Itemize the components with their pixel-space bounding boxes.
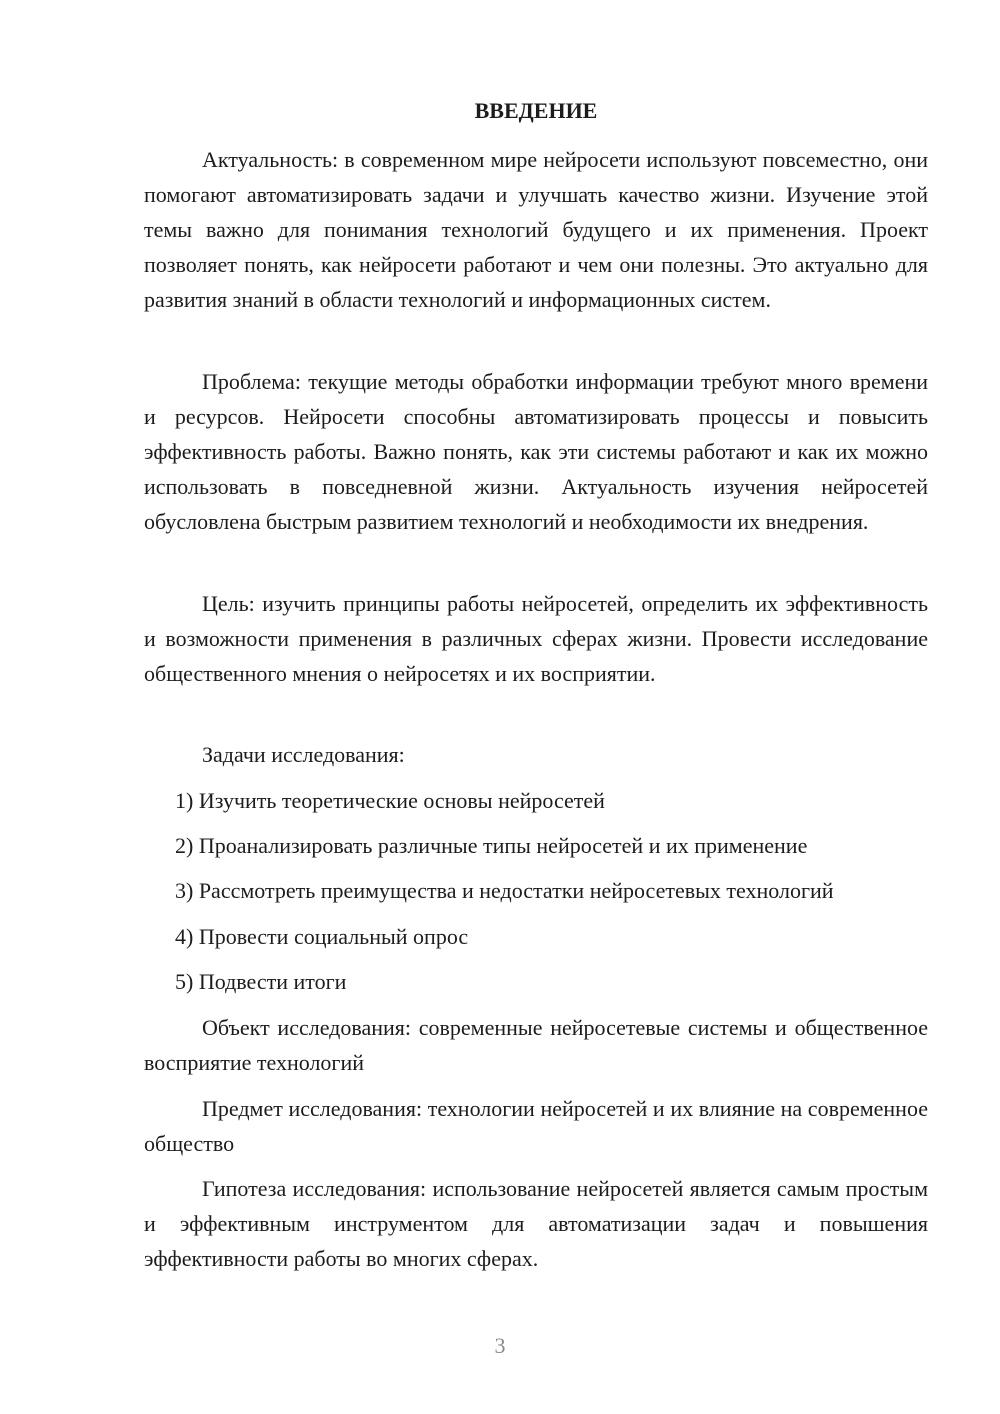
object-paragraph: Объект исследования: современные нейросетевые системы и общественное восприятие технологий bbox=[144, 1015, 928, 1075]
subject-paragraph: Предмет исследования: технологии нейросетей и их влияние на современное общество bbox=[144, 1096, 928, 1156]
task-item-3 bbox=[144, 873, 928, 908]
task-item-2 bbox=[144, 828, 928, 863]
list-item: 4) Провести социальный опрос bbox=[175, 924, 469, 949]
tasks-title-section bbox=[144, 737, 928, 772]
relevance-section bbox=[144, 142, 928, 317]
object-section bbox=[144, 1010, 928, 1080]
hypothesis-paragraph: Гипотеза исследования: использование нейросетей является самым простым и эффективным инструментом для автоматизации задач и повышения эффективности работы во многих сферах. bbox=[144, 1176, 928, 1271]
list-item: 2) Проанализировать различные типы нейросетей и их применение bbox=[175, 833, 808, 858]
goal-section bbox=[144, 586, 928, 691]
goal-paragraph: Цель: изучить принципы работы нейросетей, определить их эффективность и возможности применения в различных сферах жизни. Провести исследование общественного мнения о нейросетях и их восприятии. bbox=[144, 591, 928, 686]
list-item: 3) Рассмотреть преимущества и недостатки нейросетевых технологий bbox=[175, 878, 834, 903]
task-item-5 bbox=[144, 964, 928, 999]
task-item-1 bbox=[144, 783, 928, 818]
list-item: 5) Подвести итоги bbox=[175, 969, 347, 994]
problem-section bbox=[144, 364, 928, 539]
hypothesis-section bbox=[144, 1171, 928, 1276]
subject-section bbox=[144, 1091, 928, 1161]
problem-paragraph: Проблема: текущие методы обработки информации требуют много времени и ресурсов. Нейросети способны автоматизировать процессы и повысить эффективность работы. Важно понять, как эти системы работают и как их можно использовать в повседневной жизни. Актуальность изучения нейросетей обусловлена быстрым развитием технологий и необходимости их внедрения. bbox=[144, 369, 928, 534]
tasks-title: Задачи исследования: bbox=[202, 742, 405, 767]
relevance-paragraph: Актуальность: в современном мире нейросети используют повсеместно, они помогают автоматизировать задачи и улучшать качество жизни. Изучение этой темы важно для понимания технологий будущего и их применения. Проект позволяет понять, как нейросети работают и чем они полезны. Это актуально для развития знаний в области технологий и информационных систем. bbox=[144, 147, 928, 312]
task-item-4 bbox=[144, 919, 928, 954]
page-title: ВВЕДЕНИЕ bbox=[474, 98, 598, 123]
page-number: 3 bbox=[494, 1333, 506, 1358]
list-item: 1) Изучить теоретические основы нейросетей bbox=[175, 788, 605, 813]
